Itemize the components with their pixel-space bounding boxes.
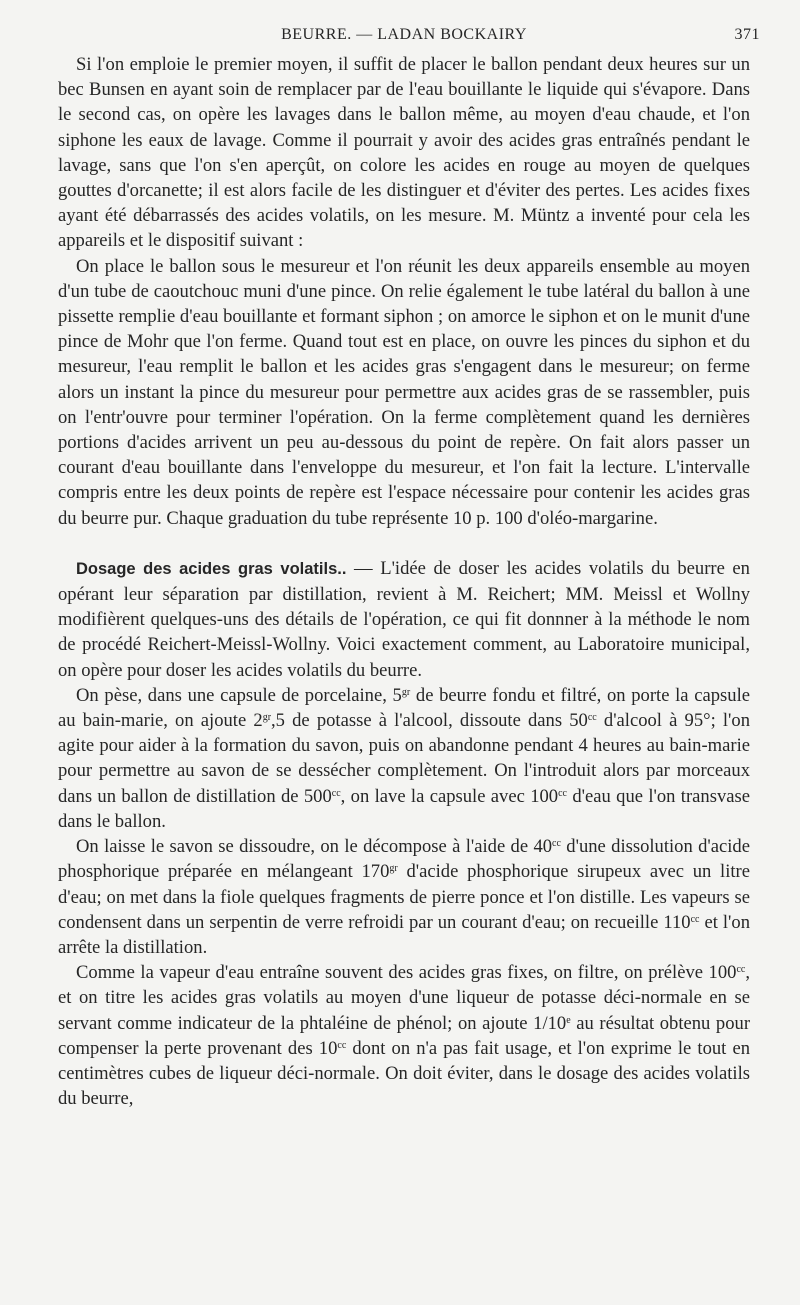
- section-intro: — L'idée de doser les acides volatils du beurre en opérant leur séparation par distillation, revient à M. Reichert; MM. Meissl et Wollny modifièrent quelques-uns des détails de l'opération, ce qui fit donnner à la méthode le nom de procédé Reichert-Meissl-Wollny. Voici exactement comment, au Laboratoire municipal, on opère pour doser les acides volatils du beurre.: [58, 557, 750, 681]
- text-run: et l'on arrête la distillation.: [58, 911, 750, 958]
- unit-superscript: e: [566, 1014, 571, 1026]
- section-heading: Dosage des acides gras volatils..: [76, 559, 347, 578]
- unit-superscript: cc: [587, 712, 597, 724]
- body-text: [58, 52, 750, 1111]
- text-run: d'acide phosphorique sirupeux avec un litre d'eau; on met dans la fiole quelques fragments de pierre ponce et l'on distille. Les vapeurs se condensent dans un serpentin de verre refroidi par un courant d'eau; on recueille 110: [58, 861, 750, 933]
- book-page: [58, 22, 760, 1111]
- unit-superscript: gr: [389, 863, 398, 875]
- text-run: Comme la vapeur d'eau entraîne souvent des acides gras fixes, on filtre, on prélève 100: [76, 962, 737, 984]
- text-run: , on lave la capsule avec 100: [340, 785, 559, 807]
- unit-superscript: gr: [262, 712, 272, 724]
- paragraph: On place le ballon sous le mesureur et l'on réunit les deux appareils ensemble au moyen d'un tube de caoutchouc muni d'une pince. On relie également le tube latéral du ballon à une pissette remplie d'eau bouillante et formant siphon ; on amorce le siphon et on le munit d'une pince de Mohr que l'on ferme. Quand tout est en place, on ouvre les pinces du siphon et du mesureur, l'eau remplit le ballon et les acides gras s'engagent dans le mesureur; on ferme alors un instant la pince du mesureur pour permettre aux acides gras de se rassembler, puis on l'entr'ouvre pour terminer l'opération. On la ferme complètement quand les dernières portions d'acides arrivent un peu au-dessous du point de repère. On fait alors passer un courant d'eau bouillante dans l'enveloppe du mesureur, et l'on fait la lecture. L'intervalle compris entre les deux points de repère est l'espace nécessaire pour contenir les acides gras du beurre pur. Chaque graduation du tube représente 10 p. 100 d'oléo-margarine.: [58, 255, 750, 529]
- unit-superscript: cc: [558, 787, 567, 799]
- page-header: [58, 22, 760, 52]
- paragraph: [58, 834, 750, 960]
- text-run: On laisse le savon se dissoudre, on le décompose à l'aide de 40: [76, 836, 553, 858]
- unit-superscript: cc: [331, 787, 341, 799]
- unit-superscript: cc: [736, 964, 746, 976]
- text-run: dont on n'a pas fait usage, et l'on exprime le tout en centimètres cubes de liqueur déci-normale. On doit éviter, dans le dosage des acides volatils du beurre,: [58, 1037, 750, 1110]
- section-intro-paragraph: [58, 556, 750, 683]
- unit-superscript: cc: [552, 838, 561, 850]
- paragraph: [58, 960, 750, 1111]
- text-run: d'alcool à 95°; l'on agite pour aider à la formation du savon, puis on abandonne pendant 4 heures au bain-marie pour permettre au savon de se dessécher complètement. On l'introduit alors par morceaux dans un ballon de distillation de 500: [58, 710, 750, 807]
- unit-superscript: cc: [690, 913, 700, 925]
- text-run: , et on titre les acides gras volatils au moyen d'une liqueur de potasse déci-normale en se servant comme indicateur de la phtaléine de phénol; on ajoute 1/10: [58, 962, 750, 1034]
- unit-superscript: gr: [401, 686, 411, 698]
- section-gap: [58, 531, 750, 556]
- running-head: BEURRE. — LADAN BOCKAIRY: [281, 26, 527, 43]
- text-run: ,5 de potasse à l'alcool, dissoute dans 50: [271, 710, 588, 732]
- text-run: On pèse, dans une capsule de porcelaine, 5: [76, 684, 402, 706]
- text-run: d'eau que l'on transvase dans le ballon.: [58, 785, 750, 832]
- unit-superscript: cc: [337, 1039, 347, 1051]
- text-run: d'une dissolution d'acide phosphorique préparée en mélangeant 170: [58, 836, 750, 883]
- text-run: de beurre fondu et filtré, on porte la capsule au bain-marie, on ajoute 2: [58, 684, 751, 732]
- page-number: 371: [734, 26, 760, 43]
- paragraph: Si l'on emploie le premier moyen, il suffit de placer le ballon pendant deux heures sur un bec Bunsen en ayant soin de remplacer par de l'eau bouillante le liquide qui s'évapore. Dans le second cas, on opère les lavages dans le ballon même, au moyen d'eau chaude, et l'on siphone les eaux de lavage. Comme il pourrait y avoir des acides gras entraînés pendant le lavage, sans que l'on s'en aperçût, on colore les acides en rouge au moyen de quelques gouttes d'orcanette; il est alors facile de les distinguer et d'éviter des pertes. Les acides fixes ayant été débarrassés des acides volatils, on les mesure. M. Müntz a inventé pour cela les appareils et le dispositif suivant :: [58, 54, 750, 252]
- paragraph: [58, 683, 750, 834]
- text-run: au résultat obtenu pour compenser la perte provenant des 10: [58, 1012, 751, 1059]
